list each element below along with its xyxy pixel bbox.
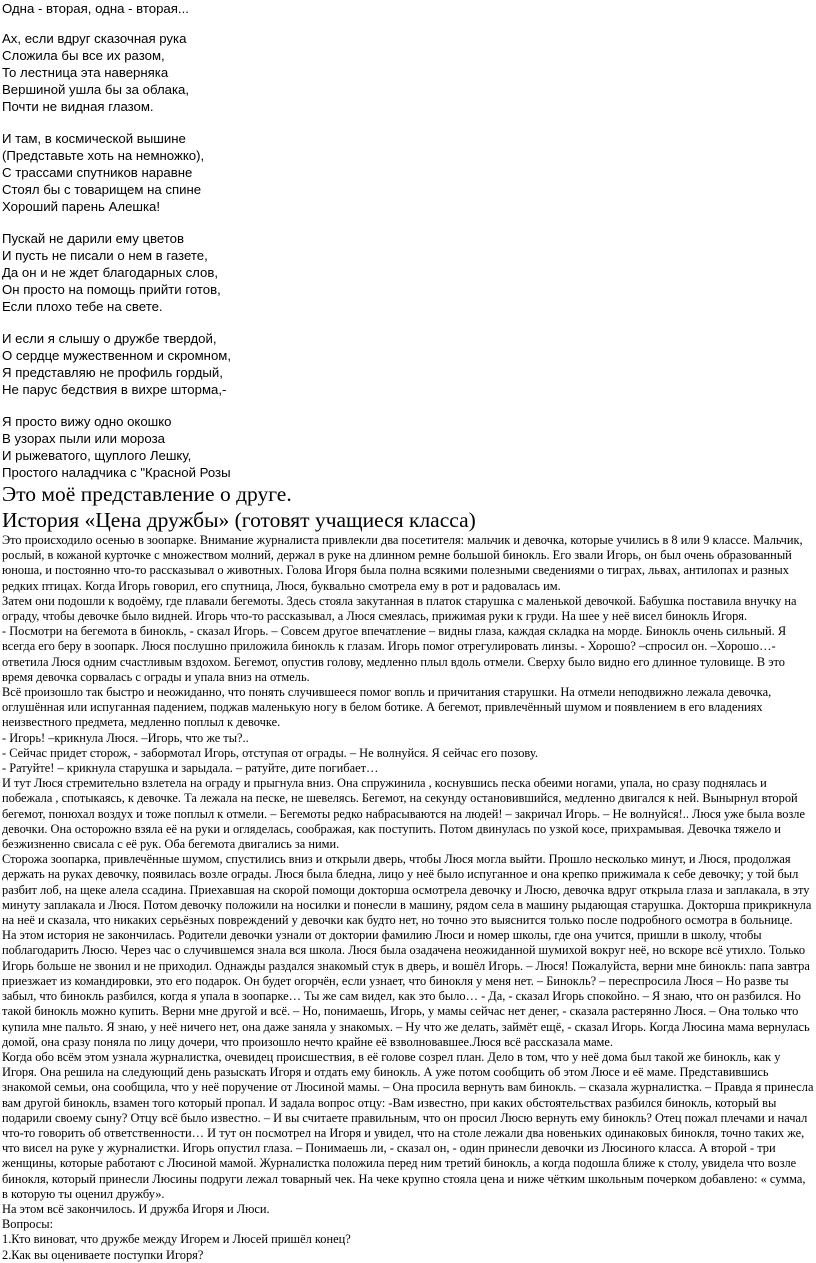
- story-paragraph: Затем они подошли к водоёму, где плавали бегемоты. Здесь стояла закутанная в платок старушка с маленькой девочкой. Бабушка поставила внучку на ограду, чтобы девочке было видней. Игорь что-то рассказывал, а Люся смеялась, прижимая руки к груди. На шее у неё висел бинокль Игоря.: [2, 593, 797, 624]
- poem-stanza: [2, 0, 814, 17]
- poem-line: Простого наладчика с "Красной Розы: [2, 465, 231, 480]
- poem-stanza: [2, 130, 814, 215]
- story-paragraph: На этом история не закончилась. Родители девочки узнали от доктории фамилию Люси и номер школы, где она учится, пришли в школу, чтобы поблагодарить Люсю. Через час о случившемся знала вся школа. Люся была озадачена неожиданной шумихой вокруг неё, но вскоре всё утихло. Только Игорь больше не звонил и не приходил. Однажды раздался знакомый стук в дверь, и вошёл Игорь. – Люся! Пожалуйста, верни мне бинокль: папа завтра приезжает из командировки, это его подарок. Он будет огорчён, если узнает, что бинокля у меня нет. – Бинокль? – переспросила Люся – Но разве ты забыл, что бинокль разбился, когда я упала в зоопарке… Ты же сам видел, как это было… - Да, - сказал Игорь спокойно. – Я знаю, что он разбился. Но такой бинокль можно купить. Верни мне другой и всё. – Но, понимаешь, Игорь, у мамы сейчас нет денег, - сказала растерянно Люся. – Она только что купила мне пальто. Я знаю, у неё ничего нет, она даже заняла у знакомых. – Ну что же делать, займёт ещё, - сказал Игорь. Когда Люсина мама вернулась домой, она сразу поняла по лицу дочери, что произошло нечто крайне её взволновавшее.Люся всё рассказала маме.: [2, 928, 810, 1049]
- story-paragraph: Это происходило осенью в зоопарке. Внимание журналиста привлекли два посетителя: мальчик и девочка, которые учились в 8 или 9 классе. Мальчик, рослый, в кожаной курточке с множеством молний, держал в руке на длинном ремне большой бинокль. Его звали Игорь, он был очень образованный юноша, и постоянно что-то рассказывал о животных. Голова Игоря была полна всякими полезными сведениями о тиграх, львах, антилопах и разных редких птицах. Когда Игорь говорил, его спутница, Люся, буквально смотрела ему в рот и радовалась им.: [2, 533, 803, 593]
- poem-stanza: [2, 30, 814, 115]
- story-body: [2, 533, 814, 1217]
- poem-line: Я просто вижу одно окошко: [2, 414, 172, 429]
- poem-line: И там, в космической вышине: [2, 131, 186, 146]
- questions-title: Вопросы:: [2, 1217, 54, 1232]
- representation-heading: Это моё представление о друге.: [2, 482, 292, 506]
- poem-line: Почти не видная глазом.: [2, 99, 154, 114]
- poem-line: Вершиной ушла бы за облака,: [2, 82, 190, 97]
- poem-line: (Представьте хоть на немножко),: [2, 148, 205, 163]
- poem-stanza: [2, 413, 814, 481]
- poem-line: То лестница эта наверняка: [2, 65, 169, 80]
- story-paragraph: На этом всё закончилось. И дружба Игоря и Люси.: [2, 1201, 270, 1216]
- poem-line: Если плохо тебе на свете.: [2, 299, 163, 314]
- poem-line: О сердце мужественном и скромном,: [2, 348, 232, 363]
- poem-stanza: [2, 330, 814, 398]
- poem-line: Пускай не дарили ему цветов: [2, 231, 185, 246]
- poem-line: Ах, если вдруг сказочная рука: [2, 31, 187, 46]
- story-paragraph: - Ратуйте! – крикнула старушка и зарыдала. – ратуйте, дите погибает…: [2, 761, 379, 776]
- story-paragraph: Когда обо всём этом узнала журналистка, очевидец происшествия, в её голове созрел план. Дело в том, что у неё дома был такой же бинокль, как у Игоря. Она решила на следующий день разыскать Игоря и отдать ему бинокль. А уже потом сообщить об этом Люсе и её маме. Представившись знакомой семьи, она сообщила, что у неё поручение от Люсиной мамы. – Она просила вернуть вам бинокль. – сказала журналистка. – Правда я принесла вам другой бинокль, взамен того который пропал. И задала вопрос отцу: -Вам известно, при каких обстоятельствах разбился бинокль, который вы подарили своему сыну? Отцу всё было известно. – И вы считаете правильным, что он просил Люсю вернуть ему бинокль? Отец пожал плечами и начал что-то говорить об ответственности… И тут он посмотрел на Игоря и увидел, что на столе лежали два новеньких одинаковых бинокля, точно таких же, что висел на руке у журналистки. Игорь опустил глаза. – Понимаешь ли, - сказал он, - один принесли девочки из Люсиного класса. А второй - три женщины, которые работают с Люсиной мамой. Журналистка положила перед ним третий бинокль, а когда подошла ближе к столу, увидела что возле бинокля, который принесли Люсины подруги лежал товарный чек. На чеке крупно стояла цена и ниже чётким школьным почерком добавлено: « сумма, в которую ты оценил дружбу».: [2, 1049, 814, 1201]
- poem-line: Я представляю не профиль гордый,: [2, 365, 223, 380]
- poem-line: Сложила бы все их разом,: [2, 48, 165, 63]
- poem-stanza: [2, 230, 814, 315]
- questions-section: [2, 1217, 814, 1263]
- question-item: 2.Как вы оцениваете поступки Игоря?: [2, 1247, 204, 1262]
- story-paragraph: Всё произошло так быстро и неожиданно, что понять случившееся помог вопль и причитания старушки. На отмели неподвижно лежала девочка, оглушённая или испуганная падением, поджав маленькую ногу в белом ботике. А бегемот, привлечённый шумом и появлением в его владениях неизвестного предмета, медленно поплыл к девочке.: [2, 685, 772, 730]
- poem: [2, 0, 814, 481]
- poem-line: Не парус бедствия в вихре шторма,-: [2, 382, 227, 397]
- poem-line: Хороший парень Алешка!: [2, 199, 161, 214]
- story-paragraph: - Посмотри на бегемота в бинокль, - сказал Игорь. – Совсем другое впечатление – видны глаза, каждая складка на морде. Бинокль очень сильный. Я всегда его беру в зоопарк. Люся послушно приложила бинокль к глазам. Игорь помог отрегулировать линзы. - Хорошо? –спросил он. –Хорошо…- ответила Люся одним счастливым вздохом. Бегемот, опустив голову, медленно плыл вдоль отмели. Сверху было видно его длинное туловище. В это время девочка сорвалась с ограды и упала вниз на отмель.: [2, 624, 787, 684]
- poem-line: С трассами спутников наравне: [2, 165, 193, 180]
- poem-line: Он просто на помощь прийти готов,: [2, 282, 221, 297]
- story-paragraph: - Сейчас придет сторож, - забормотал Игорь, отступая от ограды. – Не волнуйся. Я сейчас его позову.: [2, 745, 538, 760]
- poem-line: И если я слышу о дружбе твердой,: [2, 331, 217, 346]
- poem-line: Да он и не ждет благодарных слов,: [2, 265, 219, 280]
- story-paragraph: - Игорь! –крикнула Люся. –Игорь, что же ты?..: [2, 730, 249, 745]
- question-item: 1.Кто виноват, что дружбе между Игорем и Люсей пришёл конец?: [2, 1232, 351, 1247]
- poem-line: В узорах пыли или мороза: [2, 431, 165, 446]
- poem-line: И рыжеватого, щуплого Лешку,: [2, 448, 192, 463]
- poem-line: Стоял бы с товарищем на спине: [2, 182, 202, 197]
- story-paragraph: Сторожа зоопарка, привлечённые шумом, спустились вниз и открыли дверь, чтобы Люся могла выйти. Прошло несколько минут, и Люся, продолжая держать на руках девочку, появилась возле ограды. Люся была бледна, лицо у неё было испуганное и она крепко прижимала к себе девочку; у той был разбит лоб, на щеке алела ссадина. Приехавшая на скорой помощи докторша осмотрела девочку и Люсю, девочка вдруг открыла глаза и заплакала, в эту минуту заплакала и Люся. Потом девочку положили на носилки и понесли в машину, рядом села в машину рыдающая старушка. Докторша прикрикнула на неё и сказала, что никаких серьёзных повреждений у девочки как будто нет, но точно это выяснится только после подробного осмотра в больнице.: [2, 852, 812, 928]
- story-paragraph: И тут Люся стремительно взлетела на ограду и прыгнула вниз. Она спружинила , коснувшись песка обеими ногами, упала, но сразу поднялась и побежала , спотыкаясь, к девочке. Та лежала на песке, не шевелясь. Бегемот, на секунду остановившийся, медленно двигался к ней. Вынырнул второй бегемот, понюхал воздух и тоже поплыл к отмели. – Бегемоты редко набрасываются на людей! – закричал Игорь. – Не волнуйся!.. Люся уже была возле девочки. Она осторожно взяла её на руки и огляделась, соображая, как поступить. Потом двинулась по узкой косе, прихрамывая. Девочка тяжело и безжизненно свисала с её рук. Оба бегемота двигались за ними.: [2, 776, 805, 852]
- poem-line: Одна - вторая, одна - вторая...: [2, 1, 189, 16]
- poem-line: И пусть не писали о нем в газете,: [2, 248, 208, 263]
- story-title: История «Цена дружбы» (готовят учащиеся класса): [2, 508, 476, 532]
